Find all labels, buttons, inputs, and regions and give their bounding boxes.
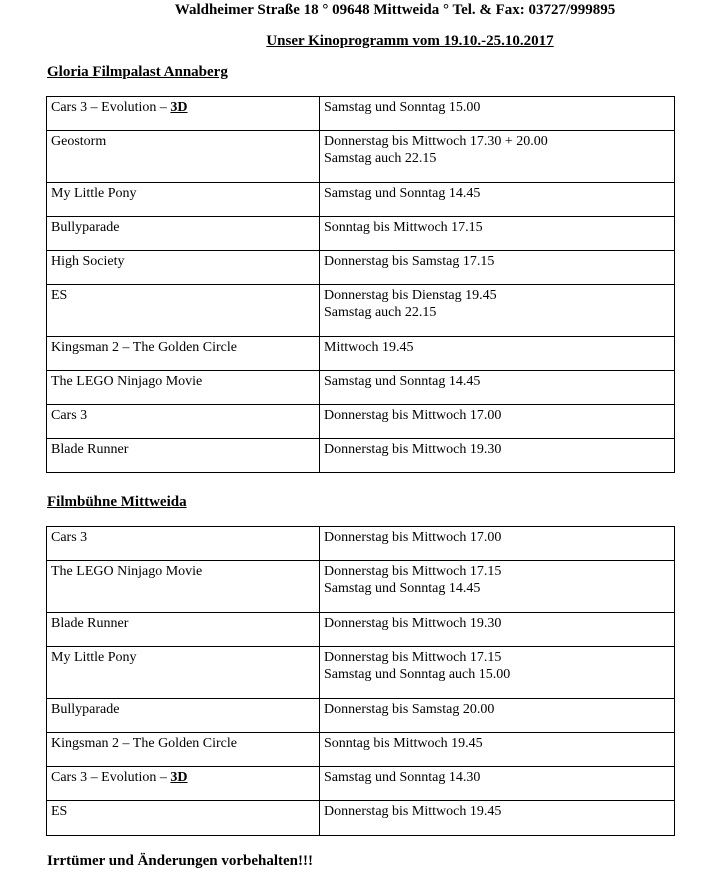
showtime-line: Samstag und Sonntag auch 15.00	[324, 667, 511, 682]
cinema-heading-mittweida: Filmbühne Mittweida	[47, 494, 187, 510]
movie-title-cell	[47, 131, 320, 183]
showtimes-cell	[320, 647, 675, 699]
movie-title-cell	[47, 561, 320, 613]
showtime-line: Samstag und Sonntag 14.30	[324, 770, 481, 785]
movie-title: ES	[51, 288, 68, 303]
movie-title-cell	[47, 337, 320, 371]
showtimes-cell	[320, 801, 675, 836]
table-row	[47, 183, 675, 217]
movie-title-cell	[47, 439, 320, 473]
movie-title-cell	[47, 527, 320, 561]
movie-title-cell	[47, 251, 320, 285]
showtime-line: Mittwoch 19.45	[324, 340, 414, 355]
movie-title-cell	[47, 97, 320, 131]
movie-title-cell	[47, 371, 320, 405]
movie-title-cell	[47, 405, 320, 439]
table-row	[47, 699, 675, 733]
table-row	[47, 285, 675, 337]
movie-title-cell	[47, 647, 320, 699]
showtimes-cell	[320, 97, 675, 131]
movie-title: High Society	[51, 254, 125, 269]
movie-title: ES	[51, 804, 68, 819]
format-badge: 3D	[170, 770, 188, 785]
showtimes-cell	[320, 217, 675, 251]
movie-title: The LEGO Ninjago Movie	[51, 564, 203, 579]
table-row	[47, 131, 675, 183]
showtimes-cell	[320, 251, 675, 285]
program-title: Unser Kinoprogramm vom 19.10.-25.10.2017	[266, 33, 554, 49]
showtime-line: Samstag und Sonntag 14.45	[324, 374, 481, 389]
showtime-line: Donnerstag bis Mittwoch 17.00	[324, 530, 502, 545]
showtime-line: Samstag und Sonntag 14.45	[324, 581, 481, 596]
table-row	[47, 371, 675, 405]
showtimes-cell	[320, 405, 675, 439]
showtimes-cell	[320, 613, 675, 647]
movie-title: Cars 3	[51, 408, 88, 423]
table-row	[47, 97, 675, 131]
showtime-line: Donnerstag bis Mittwoch 17.30 + 20.00	[324, 134, 548, 149]
table-row	[47, 767, 675, 801]
cinema-address: Waldheimer Straße 18 ° 09648 Mittweida ° Tel. & Fax: 03727/999895	[174, 2, 616, 18]
movie-title: Cars 3 – Evolution –	[51, 100, 171, 115]
movie-title: Bullyparade	[51, 702, 120, 717]
movie-title-cell	[47, 699, 320, 733]
disclaimer-note: Irrtümer und Änderungen vorbehalten!!!	[47, 853, 313, 869]
showtime-line: Sonntag bis Mittwoch 19.45	[324, 736, 483, 751]
showtimes-cell	[320, 699, 675, 733]
showtime-line: Donnerstag bis Mittwoch 17.15	[324, 564, 502, 579]
showtimes-cell	[320, 285, 675, 337]
movie-title: Kingsman 2 – The Golden Circle	[51, 340, 237, 355]
showtimes-cell	[320, 527, 675, 561]
table-row	[47, 733, 675, 767]
showtime-line: Samstag und Sonntag 14.45	[324, 186, 481, 201]
table-row	[47, 647, 675, 699]
showtime-line: Donnerstag bis Mittwoch 17.00	[324, 408, 502, 423]
table-row	[47, 561, 675, 613]
showtime-line: Donnerstag bis Samstag 17.15	[324, 254, 495, 269]
movie-title: My Little Pony	[51, 186, 137, 201]
table-row	[47, 217, 675, 251]
showtimes-cell	[320, 131, 675, 183]
movie-title: Blade Runner	[51, 442, 129, 457]
movie-title: Kingsman 2 – The Golden Circle	[51, 736, 237, 751]
showtimes-cell	[320, 767, 675, 801]
showtime-line: Samstag auch 22.15	[324, 151, 437, 166]
movie-title-cell	[47, 285, 320, 337]
movie-title-cell	[47, 183, 320, 217]
showtimes-cell	[320, 183, 675, 217]
movie-title: Cars 3 – Evolution –	[51, 770, 171, 785]
showtime-line: Donnerstag bis Mittwoch 19.30	[324, 616, 502, 631]
showtime-line: Donnerstag bis Mittwoch 19.30	[324, 442, 502, 457]
table-row	[47, 527, 675, 561]
showtime-line: Donnerstag bis Dienstag 19.45	[324, 288, 497, 303]
schedule-table-mittweida	[46, 526, 675, 836]
format-badge: 3D	[170, 100, 188, 115]
showtime-line: Donnerstag bis Mittwoch 19.45	[324, 804, 502, 819]
schedule-table-annaberg	[46, 96, 675, 473]
cinema-heading-annaberg: Gloria Filmpalast Annaberg	[47, 64, 228, 80]
showtime-line: Donnerstag bis Samstag 20.00	[324, 702, 495, 717]
table-row	[47, 251, 675, 285]
table-row	[47, 439, 675, 473]
movie-title: Bullyparade	[51, 220, 120, 235]
movie-title: Geostorm	[51, 134, 107, 149]
movie-title-cell	[47, 801, 320, 836]
showtimes-cell	[320, 337, 675, 371]
movie-title: The LEGO Ninjago Movie	[51, 374, 203, 389]
showtimes-cell	[320, 733, 675, 767]
movie-title-cell	[47, 217, 320, 251]
movie-title: Cars 3	[51, 530, 88, 545]
table-row	[47, 337, 675, 371]
movie-title-cell	[47, 613, 320, 647]
showtimes-cell	[320, 439, 675, 473]
showtime-line: Donnerstag bis Mittwoch 17.15	[324, 650, 502, 665]
movie-title: Blade Runner	[51, 616, 129, 631]
showtime-line: Sonntag bis Mittwoch 17.15	[324, 220, 483, 235]
showtimes-cell	[320, 561, 675, 613]
showtime-line: Samstag auch 22.15	[324, 305, 437, 320]
table-row	[47, 613, 675, 647]
movie-title: My Little Pony	[51, 650, 137, 665]
table-row	[47, 801, 675, 836]
showtime-line: Samstag und Sonntag 15.00	[324, 100, 481, 115]
table-row	[47, 405, 675, 439]
movie-title-cell	[47, 733, 320, 767]
showtimes-cell	[320, 371, 675, 405]
movie-title-cell	[47, 767, 320, 801]
